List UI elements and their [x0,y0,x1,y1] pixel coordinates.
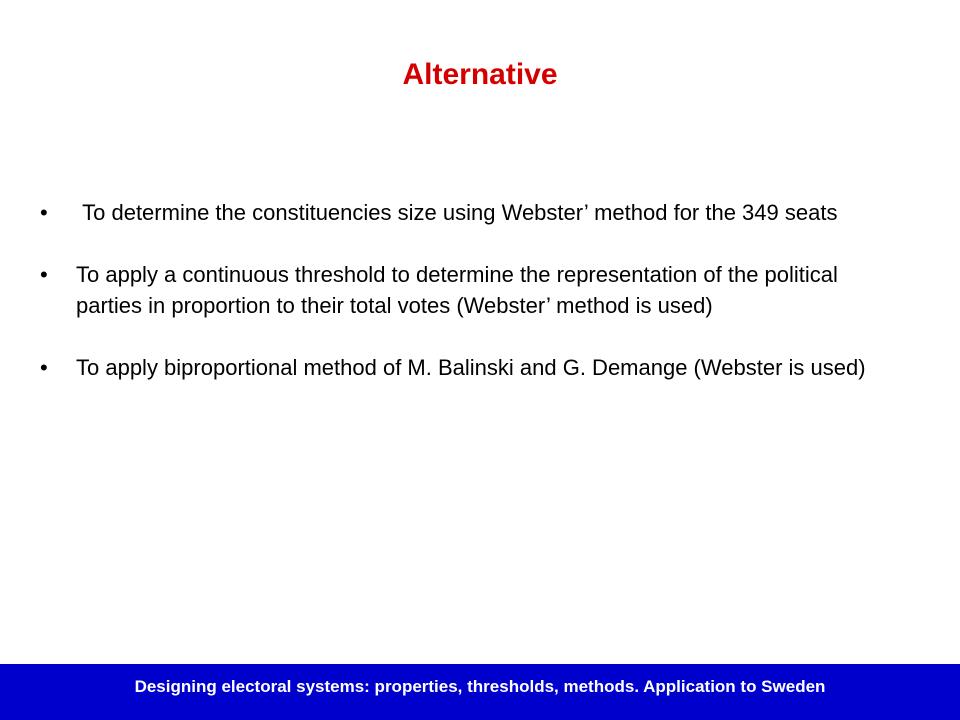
bullet-item [40,352,890,383]
bullet-list [40,197,890,414]
bullet-dot-icon: • [40,355,48,380]
bullet-item [40,197,890,228]
bullet-text: To apply biproportional method of M. Balinski and G. Demange (Webster is used) [76,355,866,380]
bullet-dot-icon: • [40,262,48,287]
slide-title: Alternative [402,58,558,91]
bullet-item [40,259,890,321]
bullet-text: To determine the constituencies size using Webster’ method for the 349 seats [76,200,838,225]
footer-banner: Designing electoral systems: properties, thresholds, methods. Application to Sweden [0,664,960,720]
bullet-dot-icon: • [40,200,48,225]
bullet-text: To apply a continuous threshold to determine the representation of the political parties in proportion to their total votes (Webster’ method is used) [76,262,838,318]
